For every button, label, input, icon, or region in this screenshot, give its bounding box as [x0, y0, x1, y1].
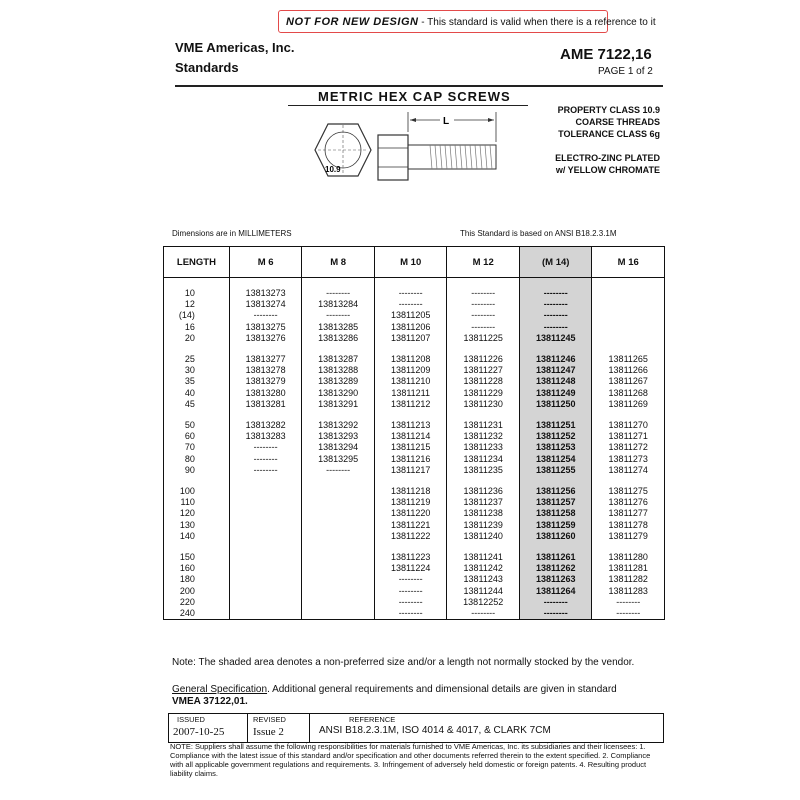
length-cell: 120 [164, 508, 230, 519]
part-number-cell: 13811229 [447, 388, 520, 399]
part-number-cell: 13813275 [229, 322, 302, 333]
length-cell: 100 [164, 486, 230, 497]
part-number-cell: 13811275 [592, 486, 665, 497]
part-number-cell: -------- [447, 322, 520, 333]
part-number-cell: -------- [519, 608, 592, 620]
spacer-cell [519, 410, 592, 420]
part-number-cell: 13811208 [374, 354, 446, 365]
spacer-cell [519, 476, 592, 486]
part-number-cell: -------- [519, 310, 592, 321]
part-number-cell: 13811238 [447, 508, 520, 519]
spacer-cell [519, 278, 592, 289]
part-number-cell: 13811274 [592, 465, 665, 476]
part-number-cell [592, 333, 665, 344]
part-number-cell: -------- [302, 288, 375, 299]
part-number-cell: 13811264 [519, 586, 592, 597]
spacer-cell [519, 542, 592, 552]
table-row [164, 552, 665, 563]
spacer-cell [229, 278, 302, 289]
dimensions-note: Dimensions are in MILLIMETERS [172, 229, 292, 238]
table-row [164, 333, 665, 344]
part-number-cell [302, 597, 375, 608]
spacer-cell [374, 476, 446, 486]
part-number-cell: 13811271 [592, 431, 665, 442]
page-title: METRIC HEX CAP SCREWS [318, 89, 511, 104]
chromate: w/ YELLOW CHROMATE [555, 165, 660, 175]
spacer-cell [302, 410, 375, 420]
column-header: M 16 [592, 247, 665, 278]
part-number-cell [302, 520, 375, 531]
spacer-cell [519, 344, 592, 354]
length-cell: 70 [164, 442, 230, 453]
table-header-row [164, 247, 665, 278]
part-number-cell: 13811282 [592, 574, 665, 585]
part-number-cell: -------- [592, 597, 665, 608]
part-number-cell [592, 322, 665, 333]
part-number-cell [302, 563, 375, 574]
part-number-cell: 13811216 [374, 454, 446, 465]
spacer-cell [592, 476, 665, 486]
part-number-cell: 13811218 [374, 486, 446, 497]
part-number-cell: 13813294 [302, 442, 375, 453]
part-number-cell: 13811225 [447, 333, 520, 344]
part-number-cell: 13813273 [229, 288, 302, 299]
part-number-cell [302, 531, 375, 542]
part-number-cell: 13811241 [447, 552, 520, 563]
part-number-cell: 13813286 [302, 333, 375, 344]
general-specification [172, 684, 652, 708]
column-header: LENGTH [164, 247, 230, 278]
part-number-cell: -------- [519, 288, 592, 299]
length-cell: 45 [164, 399, 230, 410]
part-number-cell: -------- [374, 299, 446, 310]
group-spacer [164, 278, 665, 289]
part-number-cell: 13811268 [592, 388, 665, 399]
revised-label: REVISED [253, 715, 286, 724]
spacer-cell [374, 344, 446, 354]
table-row [164, 497, 665, 508]
property-class: PROPERTY CLASS 10.9 [557, 105, 660, 115]
group-spacer [164, 542, 665, 552]
spacer-cell [302, 542, 375, 552]
table-row [164, 486, 665, 497]
general-spec-label: General Specification [172, 684, 268, 695]
part-number-cell: 13811206 [374, 322, 446, 333]
part-number-cell: 13813284 [302, 299, 375, 310]
table-row [164, 310, 665, 321]
part-number-cell: 13813283 [229, 431, 302, 442]
general-spec-text: . Additional general requirements and dimensional details are given in standard [267, 684, 617, 695]
part-number-cell: 13811224 [374, 563, 446, 574]
banner-strong: NOT FOR NEW DESIGN [286, 16, 419, 28]
spacer-cell [164, 410, 230, 420]
shaded-area-note: Note: The shaded area denotes a non-preferred size and/or a length not normally stocked by the vendor. [172, 657, 635, 668]
table-row [164, 299, 665, 310]
reference-label: REFERENCE [349, 715, 396, 724]
part-number-cell: 13811213 [374, 420, 446, 431]
length-cell: 16 [164, 322, 230, 333]
part-number-cell: 13811270 [592, 420, 665, 431]
tolerance-class: TOLERANCE CLASS 6g [558, 129, 660, 139]
rev-divider-2 [309, 714, 310, 742]
length-cell: 35 [164, 376, 230, 387]
part-number-cell: -------- [302, 310, 375, 321]
part-number-cell: 13811207 [374, 333, 446, 344]
doc-number: AME 7122,16 [560, 46, 652, 63]
part-number-cell [229, 520, 302, 531]
part-number-cell: -------- [374, 574, 446, 585]
part-number-cell [302, 586, 375, 597]
spacer-cell [447, 542, 520, 552]
part-number-cell: 13811272 [592, 442, 665, 453]
part-number-cell: 13813291 [302, 399, 375, 410]
group-spacer [164, 344, 665, 354]
part-number-cell: 13813290 [302, 388, 375, 399]
part-number-cell: 13811231 [447, 420, 520, 431]
part-number-cell: -------- [374, 288, 446, 299]
part-number-cell: 13811230 [447, 399, 520, 410]
table-row [164, 420, 665, 431]
part-number-cell: 13811236 [447, 486, 520, 497]
not-for-new-design-banner [278, 10, 656, 33]
part-number-cell: -------- [519, 597, 592, 608]
table-row [164, 376, 665, 387]
part-number-cell: 13811234 [447, 454, 520, 465]
part-number-cell [229, 563, 302, 574]
part-number-cell: 13811281 [592, 563, 665, 574]
part-number-cell: 13811245 [519, 333, 592, 344]
part-number-cell: 13811240 [447, 531, 520, 542]
part-number-cell: 13813276 [229, 333, 302, 344]
length-cell: 150 [164, 552, 230, 563]
part-number-cell: 13811269 [592, 399, 665, 410]
column-header: M 8 [302, 247, 375, 278]
head-marking: 10.9 [325, 165, 341, 174]
part-number-cell [229, 508, 302, 519]
table-row [164, 574, 665, 585]
length-cell: 180 [164, 574, 230, 585]
hex-screw-figure [300, 110, 510, 190]
part-number-cell: 13811260 [519, 531, 592, 542]
spacer-cell [164, 476, 230, 486]
length-cell: 40 [164, 388, 230, 399]
part-number-cell: 13811211 [374, 388, 446, 399]
part-number-cell: -------- [302, 465, 375, 476]
part-number-cell: 13811219 [374, 497, 446, 508]
spacer-cell [447, 410, 520, 420]
part-number-cell [592, 299, 665, 310]
part-number-cell: -------- [374, 597, 446, 608]
part-number-cell: 13811254 [519, 454, 592, 465]
spacer-cell [164, 542, 230, 552]
length-cell: 130 [164, 520, 230, 531]
plating: ELECTRO-ZINC PLATED [555, 153, 660, 163]
table-row [164, 465, 665, 476]
part-number-cell: 13811227 [447, 365, 520, 376]
title-rule [288, 105, 528, 106]
table-row [164, 608, 665, 620]
part-number-cell: -------- [447, 299, 520, 310]
part-number-cell: -------- [447, 310, 520, 321]
spacer-cell [374, 410, 446, 420]
part-number-cell [229, 552, 302, 563]
part-number-table [163, 246, 665, 620]
part-number-cell: 13811267 [592, 376, 665, 387]
property-spacer [520, 140, 660, 152]
length-cell: 80 [164, 454, 230, 465]
table-row [164, 322, 665, 333]
spacer-cell [164, 344, 230, 354]
reference-value: ANSI B18.2.3.1M, ISO 4014 & 4017, & CLARK 7CM [319, 725, 551, 736]
part-number-cell: 13811263 [519, 574, 592, 585]
part-number-cell: -------- [519, 299, 592, 310]
part-number-cell: -------- [374, 586, 446, 597]
part-number-cell: 13811221 [374, 520, 446, 531]
part-number-cell: 13811258 [519, 508, 592, 519]
spacer-cell [229, 344, 302, 354]
length-cell: 60 [164, 431, 230, 442]
part-number-cell [229, 586, 302, 597]
revised-value: Issue 2 [253, 726, 284, 738]
banner-rest: - This standard is valid when there is a reference to it [421, 17, 656, 28]
spacer-cell [229, 476, 302, 486]
revision-box [168, 713, 664, 743]
part-number-cell: 13813293 [302, 431, 375, 442]
part-number-cell: 13811265 [592, 354, 665, 365]
part-number-cell: 13813282 [229, 420, 302, 431]
part-number-cell: 13811276 [592, 497, 665, 508]
part-number-cell: 13813279 [229, 376, 302, 387]
part-number-cell: 13811248 [519, 376, 592, 387]
part-number-cell: 13811215 [374, 442, 446, 453]
length-cell: 25 [164, 354, 230, 365]
part-number-cell: 13811243 [447, 574, 520, 585]
table-row [164, 586, 665, 597]
part-number-cell: 13813287 [302, 354, 375, 365]
length-cell: 220 [164, 597, 230, 608]
spacer-cell [302, 476, 375, 486]
column-header: (M 14) [519, 247, 592, 278]
part-number-cell: 13811278 [592, 520, 665, 531]
part-number-cell: -------- [229, 465, 302, 476]
part-number-cell: 13811232 [447, 431, 520, 442]
spacer-cell [447, 476, 520, 486]
part-number-cell: 13812252 [447, 597, 520, 608]
table-row [164, 508, 665, 519]
table-row [164, 399, 665, 410]
part-number-cell: 13811210 [374, 376, 446, 387]
part-number-cell: 13813289 [302, 376, 375, 387]
part-number-cell [302, 574, 375, 585]
part-number-cell: 13813292 [302, 420, 375, 431]
part-number-cell: 13811255 [519, 465, 592, 476]
part-number-cell: 13811244 [447, 586, 520, 597]
spacer-cell [374, 278, 446, 289]
part-number-cell: 13811246 [519, 354, 592, 365]
part-number-cell: 13811209 [374, 365, 446, 376]
part-number-cell: 13811249 [519, 388, 592, 399]
issued-date: 2007-10-25 [173, 726, 225, 738]
part-number-cell [229, 597, 302, 608]
part-number-cell: -------- [592, 608, 665, 620]
part-number-cell: 13811228 [447, 376, 520, 387]
part-number-cell: 13811257 [519, 497, 592, 508]
part-number-cell: 13811259 [519, 520, 592, 531]
part-number-cell [302, 497, 375, 508]
part-number-cell [302, 508, 375, 519]
page-number: PAGE 1 of 2 [598, 66, 653, 77]
part-number-cell: 13811235 [447, 465, 520, 476]
part-number-cell: 13811277 [592, 508, 665, 519]
part-number-cell: 13811205 [374, 310, 446, 321]
issued-label: ISSUED [177, 715, 205, 724]
part-number-cell [229, 608, 302, 620]
spacer-cell [229, 542, 302, 552]
part-number-cell: 13813281 [229, 399, 302, 410]
length-cell: 30 [164, 365, 230, 376]
part-number-cell: 13811251 [519, 420, 592, 431]
column-header: M 10 [374, 247, 446, 278]
table-row [164, 454, 665, 465]
part-number-cell: 13811226 [447, 354, 520, 365]
part-number-cell: 13811279 [592, 531, 665, 542]
table-row [164, 531, 665, 542]
spacer-cell [592, 542, 665, 552]
table-row [164, 365, 665, 376]
part-number-cell [229, 486, 302, 497]
length-cell: 200 [164, 586, 230, 597]
part-number-cell: -------- [447, 288, 520, 299]
length-cell: 240 [164, 608, 230, 620]
part-number-cell: -------- [519, 322, 592, 333]
part-number-cell: 13811220 [374, 508, 446, 519]
length-cell: 12 [164, 299, 230, 310]
part-number-cell: -------- [229, 310, 302, 321]
property-list [520, 104, 660, 176]
part-number-cell: -------- [229, 454, 302, 465]
length-dimension-label: L [443, 116, 450, 127]
section-name: Standards [175, 60, 239, 75]
part-number-cell [229, 574, 302, 585]
part-number-cell: 13811252 [519, 431, 592, 442]
header-rule [175, 85, 663, 87]
part-number-cell: 13811233 [447, 442, 520, 453]
supplier-footnote: NOTE: Suppliers shall assume the following responsibilities for materials furnished to VME Americas, Inc. its subsidiaries and their licensees: 1. Compliance with the latest issue of this standard and/or specification and other documents referred therein to the extent specified. 2. Compliance with all applicable government regulations and requirements. 3. Infringement of adversely held domestic or foreign patents. 4. Resulting product liability claims. [170, 742, 651, 778]
spacer-cell [447, 278, 520, 289]
thread-type: COARSE THREADS [575, 117, 660, 127]
part-number-cell: 13811239 [447, 520, 520, 531]
part-number-cell: 13813285 [302, 322, 375, 333]
spacer-cell [302, 344, 375, 354]
part-number-cell: 13811262 [519, 563, 592, 574]
rev-divider-1 [247, 714, 248, 742]
length-cell: 10 [164, 288, 230, 299]
length-cell: 110 [164, 497, 230, 508]
part-number-cell: 13811242 [447, 563, 520, 574]
length-cell: 50 [164, 420, 230, 431]
screw-side-view [378, 112, 496, 180]
part-number-cell: 13811212 [374, 399, 446, 410]
table-row [164, 388, 665, 399]
part-number-cell: 13813278 [229, 365, 302, 376]
spacer-cell [374, 542, 446, 552]
table-row [164, 442, 665, 453]
length-cell: 20 [164, 333, 230, 344]
company-name: VME Americas, Inc. [175, 40, 295, 55]
part-number-cell: 13813288 [302, 365, 375, 376]
table-row [164, 563, 665, 574]
group-spacer [164, 476, 665, 486]
table-row [164, 431, 665, 442]
part-number-cell [302, 552, 375, 563]
part-number-cell: 13811217 [374, 465, 446, 476]
column-header: M 12 [447, 247, 520, 278]
spacer-cell [592, 410, 665, 420]
length-cell: (14) [164, 310, 230, 321]
part-number-cell: 13811253 [519, 442, 592, 453]
part-number-cell: 13811223 [374, 552, 446, 563]
part-number-cell: 13813295 [302, 454, 375, 465]
length-cell: 90 [164, 465, 230, 476]
part-number-cell: 13811266 [592, 365, 665, 376]
spacer-cell [447, 344, 520, 354]
group-spacer [164, 410, 665, 420]
part-number-cell [302, 608, 375, 620]
spacer-cell [592, 278, 665, 289]
spacer-cell [592, 344, 665, 354]
table-row [164, 597, 665, 608]
part-number-cell: 13811273 [592, 454, 665, 465]
table-row [164, 520, 665, 531]
part-number-cell [229, 497, 302, 508]
length-cell: 140 [164, 531, 230, 542]
part-number-cell: 13811247 [519, 365, 592, 376]
part-number-cell: -------- [374, 608, 446, 620]
spacer-cell [229, 410, 302, 420]
table-row [164, 354, 665, 365]
part-number-cell: 13813280 [229, 388, 302, 399]
part-number-cell: 13811256 [519, 486, 592, 497]
part-number-cell: 13813277 [229, 354, 302, 365]
part-number-cell: -------- [229, 442, 302, 453]
table-row [164, 288, 665, 299]
length-cell: 160 [164, 563, 230, 574]
company-block [175, 38, 294, 78]
part-number-cell: 13811214 [374, 431, 446, 442]
based-on-note: This Standard is based on ANSI B18.2.3.1M [460, 229, 617, 238]
part-number-cell: 13813274 [229, 299, 302, 310]
part-number-cell: 13811261 [519, 552, 592, 563]
part-number-cell [229, 531, 302, 542]
part-number-cell [592, 310, 665, 321]
part-number-cell [302, 486, 375, 497]
spacer-cell [302, 278, 375, 289]
part-number-cell: 13811237 [447, 497, 520, 508]
general-spec-ref: VMEA 37122,01. [172, 696, 248, 707]
part-number-cell: 13811280 [592, 552, 665, 563]
part-number-cell: 13811222 [374, 531, 446, 542]
part-number-cell [592, 288, 665, 299]
part-number-cell: 13811283 [592, 586, 665, 597]
part-number-cell: -------- [447, 608, 520, 620]
part-number-cell: 13811250 [519, 399, 592, 410]
spacer-cell [164, 278, 230, 289]
hex-head-top-view [315, 124, 371, 176]
column-header: M 6 [229, 247, 302, 278]
